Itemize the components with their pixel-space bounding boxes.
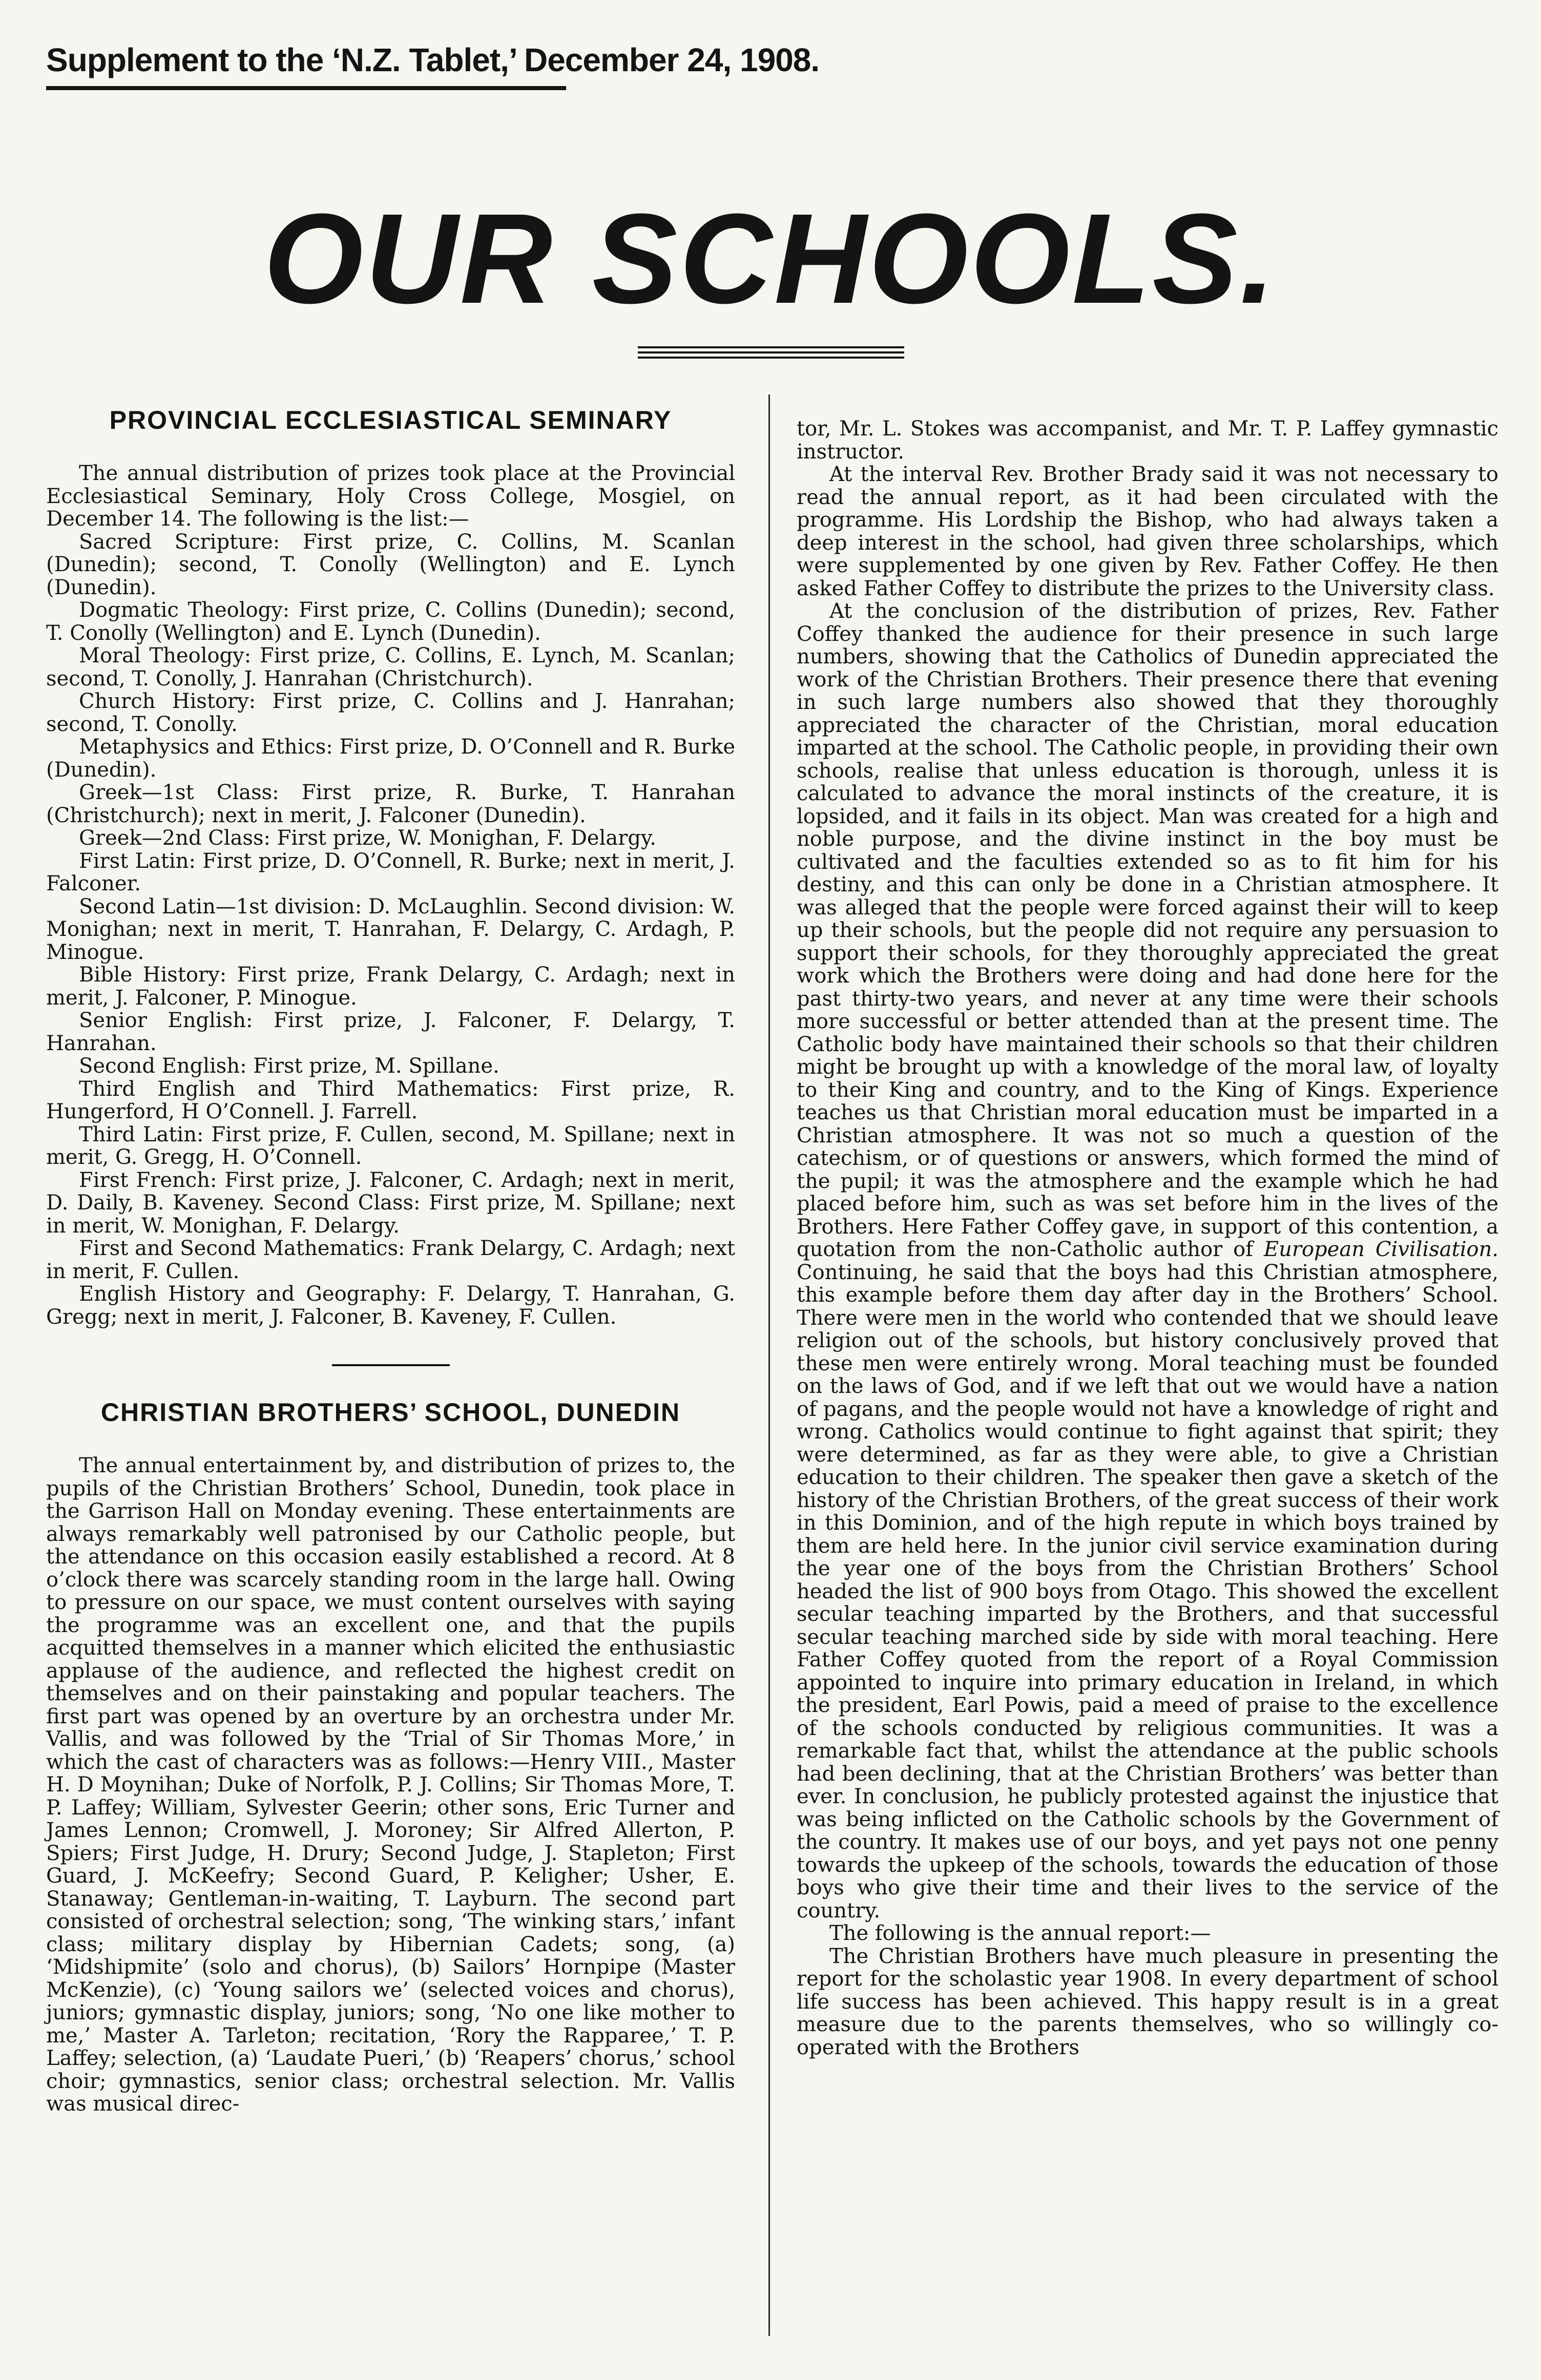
seminary-paragraph: Moral Theology: First prize, C. Collins, E. Lynch, M. Scanlan; second, T. Conolly, J. Hanrahan (Christchurch). — [46, 644, 735, 691]
seminary-paragraph: Bible History: First prize, Frank Delargy, C. Ardagh; next in merit, J. Falconer, P. Minogue. — [46, 963, 735, 1010]
brothers-paragraph: The Christian Brothers have much pleasure in presenting the report for the scholastic year 1908. In every department of school life success has been achieved. This happy result is in a great measure due to the parents themselves, who so willingly co-operated with the Brothers — [797, 1944, 1498, 2059]
brothers-paragraph: At the interval Rev. Brother Brady said it was not necessary to read the annual report, as it had been circulated with the programme. His Lordship the Bishop, who had always taken a deep interest in the school, had given three scholarships, which were supplemented by one given by Rev. Father Coffey. He then asked Father Coffey to distribute the prizes to the University class. — [797, 463, 1498, 600]
right-column — [797, 417, 1498, 2059]
seminary-paragraph: First and Second Mathematics: Frank Delargy, C. Ardagh; next in merit, F. Cullen. — [46, 1237, 735, 1283]
brothers-paragraph — [797, 600, 1498, 1922]
column-divider — [768, 394, 770, 2336]
seminary-heading: PROVINCIAL ECCLESIASTICAL SEMINARY — [109, 406, 672, 434]
left-column — [46, 405, 735, 2116]
title-rule-3 — [638, 357, 904, 359]
seminary-paragraph: Dogmatic Theology: First prize, C. Collins (Dunedin); second, T. Conolly (Wellington) and E. Lynch (Dunedin). — [46, 598, 735, 645]
section-rule — [332, 1364, 450, 1366]
title-rule-1 — [638, 346, 904, 348]
seminary-paragraph: Second Latin—1st division: D. McLaughlin. Second division: W. Monighan; next in merit, T. Hanrahan, F. Delargy, C. Ardagh, P. Minogue. — [46, 894, 735, 964]
seminary-paragraph: The annual distribution of prizes took place at the Provincial Ecclesiastical Seminary, Holy Cross College, Mosgiel, on December 14. The following is the list:— — [46, 462, 735, 531]
brothers-text: At the conclusion of the distribution of prizes, Rev. Father Coffey thanked the audience for their presence in such large numbers, showing that the Catholics of Dunedin appreciated the work of the Christian Brothers. Their presence there that evening in such large numbers also showed that they thoroughly appreciated the character of the Christian, moral education imparted at the school. The Catholic people, in providing their own schools, realise that unless education is thorough, unless it is calculated to advance the moral instincts of the creature, it is lopsided, and it fails in its object. Man was created for a high and noble purpose, and the divine instinct in the boy must be cultivated and the faculties extended so as to fit him for his destiny, and this can only be done in a Christian atmosphere. It was alleged that the people were forced against their will to keep up their schools, but the people did not require any persuasion to support their schools, for they thoroughly appreciated the great work which the Brothers were doing and had done here for the past thirty-two years, and never at any time were their schools more successful or better attended than at the present time. The Catholic body have maintained their schools so that their children might be brought up with a knowledge of the moral law, of loyalty to their King and country, and to the King of Kings. Experience teaches us that Christian moral education must be imparted in a Christian atmosphere. It was not so much a question of the catechism, or of questions or answers, which formed the mind of the pupil; it was the atmosphere and the example which he had placed before him, such as was set before him in the lives of the Brothers. Here Father Coffey gave, in support of this contention, a quotation from the non-Catholic author of — [797, 599, 1498, 1261]
page-title: OUR SCHOOLS. — [263, 187, 1278, 330]
supplement-rule — [46, 86, 566, 90]
seminary-paragraph: Second English: First prize, M. Spillane. — [79, 1054, 499, 1078]
seminary-paragraph: Greek—2nd Class: First prize, W. Monighan, F. Delargy. — [79, 826, 656, 850]
seminary-paragraph: Sacred Scripture: First prize, C. Collins, M. Scanlan (Dunedin); second, T. Conolly (Wellington) and E. Lynch (Dunedin). — [46, 530, 735, 599]
seminary-paragraph: First French: First prize, J. Falconer, C. Ardagh; next in merit, D. Daily, B. Kaveney. Second Class: First prize, M. Spillane; next in merit, W. Monighan, F. Delargy. — [46, 1168, 735, 1238]
seminary-paragraph: Church History: First prize, C. Collins and J. Hanrahan; second, T. Conolly. — [46, 690, 735, 736]
brothers-paragraph: tor, Mr. L. Stokes was accompanist, and Mr. T. P. Laffey gymnastic instructor. — [797, 417, 1498, 464]
brothers-paragraph: The annual entertainment by, and distribution of prizes to, the pupils of the Christian Brothers’ School, Dunedin, took place in the Garrison Hall on Monday evening. These entertainments are always remarkably well patronised by our Catholic people, but the attendance on this occasion easily established a record. At 8 o’clock there was scarcely standing room in the large hall. Owing to pressure on our space, we must content ourselves with saying the programme was an excellent one, and that the pupils acquitted themselves in a manner which elicited the enthusiastic applause of the audience, and reflected the highest credit on themselves and on their painstaking and popular teachers. The first part was opened by an overture by an orchestra under Mr. Vallis, and was followed by the ‘Trial of Sir Thomas More,’ in which the cast of characters was as follows:—Henry VIII., Master H. D Moynihan; Duke of Norfolk, P. J. Collins; Sir Thomas More, T. P. Laffey; William, Sylvester Geerin; other sons, Eric Turner and James Lennon; Cromwell, J. Moroney; Sir Alfred Allerton, P. Spiers; First Judge, H. Drury; Second Judge, J. Stapleton; First Guard, J. McKeefry; Second Guard, P. Keligher; Usher, E. Stanaway; Gentleman-in-waiting, T. Layburn. The second part consisted of orchestral selection; song, ‘The winking stars,’ infant class; military display by Hibernian Cadets; song, (a) ‘Midshipmite’ (solo and chorus), (b) Sailors’ Hornpipe (Master McKenzie), (c) ‘Young sailors we’ (selected voices and chorus), juniors; gymnastic display, juniors; song, ‘No one like mother to me,’ Master A. Tarleton; recitation, ‘Rory the Rapparee,’ T. P. Laffey; selection, (a) ‘Laudate Pueri,’ (b) ‘Reapers’ chorus,’ school choir; gymnastics, senior class; orchestral selection. Mr. Vallis was musical direc- — [46, 1454, 735, 2116]
title-rule-2 — [638, 351, 904, 353]
brothers-paragraph: The following is the annual report:— — [829, 1922, 1211, 1945]
seminary-paragraph: Senior English: First prize, J. Falconer, F. Delargy, T. Hanrahan. — [46, 1009, 735, 1055]
seminary-paragraph: First Latin: First prize, D. O’Connell, R. Burke; next in merit, J. Falconer. — [46, 849, 735, 895]
seminary-paragraph: English History and Geography: F. Delargy, T. Hanrahan, G. Gregg; next in merit, J. Falconer, B. Kaveney, F. Cullen. — [46, 1282, 735, 1329]
brothers-heading: CHRISTIAN BROTHERS’ SCHOOL, DUNEDIN — [100, 1398, 681, 1427]
seminary-paragraph: Third Latin: First prize, F. Cullen, second, M. Spillane; next in merit, G. Gregg, H. O’Connell. — [46, 1122, 735, 1169]
book-title: European Civilisation. — [1263, 1238, 1498, 1261]
seminary-paragraph: Greek—1st Class: First prize, R. Burke, T. Hanrahan (Christchurch); next in merit, J. Falconer (Dunedin). — [46, 781, 735, 827]
supplement-line: Supplement to the ‘N.Z. Tablet,’ December 24, 1908. — [46, 41, 820, 78]
brothers-text: Continuing, he said that the boys had this Christian atmosphere, this example before them day after day in the Brothers’ School. There were men in the world who contended that we should leave religion out of the schools, but history conclusively proved that these men were entirely wrong. Moral teaching must be founded on the laws of God, and if we left that out we would have a nation of pagans, and the people would not have a knowledge of right and wrong. Catholics would continue to fight against that spirit; they were determined, as far as they were able, to give a Christian education to their children. The speaker then gave a sketch of the history of the Christian Brothers, of the great success of their work in this Dominion, and of the high repute in which boys trained by them are held here. In the junior civil service examination during the year one of the boys from the Christian Brothers’ School headed the list of 900 boys from Otago. This showed the excellent secular teaching imparted by the Brothers, and that successful secular teaching marched side by side with moral teaching. Here Father Coffey quoted from the report of a Royal Commission appointed to inquire into primary education in Ireland, in which the president, Earl Powis, paid a meed of praise to the excellence of the schools conducted by religious communities. It was a remarkable fact that, whilst the attendance at the public schools had been declining, that at the Christian Brothers’ was better than ever. In conclusion, he publicly protested against the injustice that was being inflicted on the Catholic schools by the Government of the country. It makes use of our boys, and yet pays not one penny towards the upkeep of the schools, towards the education of those boys who give their time and their lives to the service of the country. — [797, 1260, 1498, 1923]
seminary-paragraph: Metaphysics and Ethics: First prize, D. O’Connell and R. Burke (Dunedin). — [46, 735, 735, 782]
seminary-paragraph: Third English and Third Mathematics: First prize, R. Hungerford, H O’Connell. J. Farrell. — [46, 1077, 735, 1123]
